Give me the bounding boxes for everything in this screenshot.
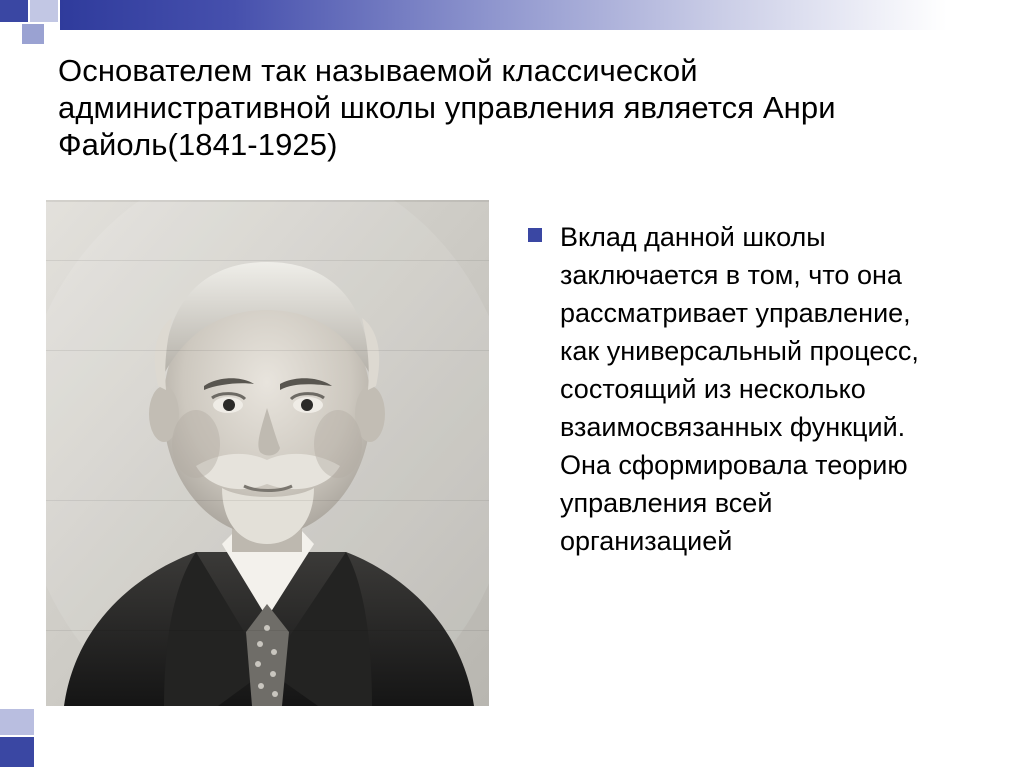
decor-square-white-2: [46, 24, 60, 44]
slide-top-banner: [0, 0, 1024, 46]
square-bullet-icon: [528, 228, 542, 242]
decor-square-white: [0, 24, 20, 44]
decor-square-dark: [0, 0, 28, 22]
bullet-text: Вклад данной школы заключается в том, что она рассматривает управление, как универсальный процесс, состоящий из несколько взаимосвязанных функций. Она сформировала теорию управления всей организацией: [560, 222, 919, 556]
slide-bottom-decor: [0, 687, 120, 767]
banner-gradient-bar: [60, 0, 1024, 30]
decor-square-light: [30, 0, 58, 22]
bullet-list: [528, 218, 978, 560]
list-item: [528, 218, 978, 560]
decor-square-dark-bottom: [0, 737, 34, 767]
slide-title: Основателем так называемой классической административной школы управления является Анри Файоль(1841-1925): [58, 53, 836, 162]
decor-square-light-bottom: [0, 709, 34, 735]
decor-square-mid: [22, 24, 44, 44]
slide-content: [0, 196, 1024, 716]
henri-fayol-portrait: [46, 200, 489, 706]
decor-square-white-bottom: [36, 737, 66, 767]
